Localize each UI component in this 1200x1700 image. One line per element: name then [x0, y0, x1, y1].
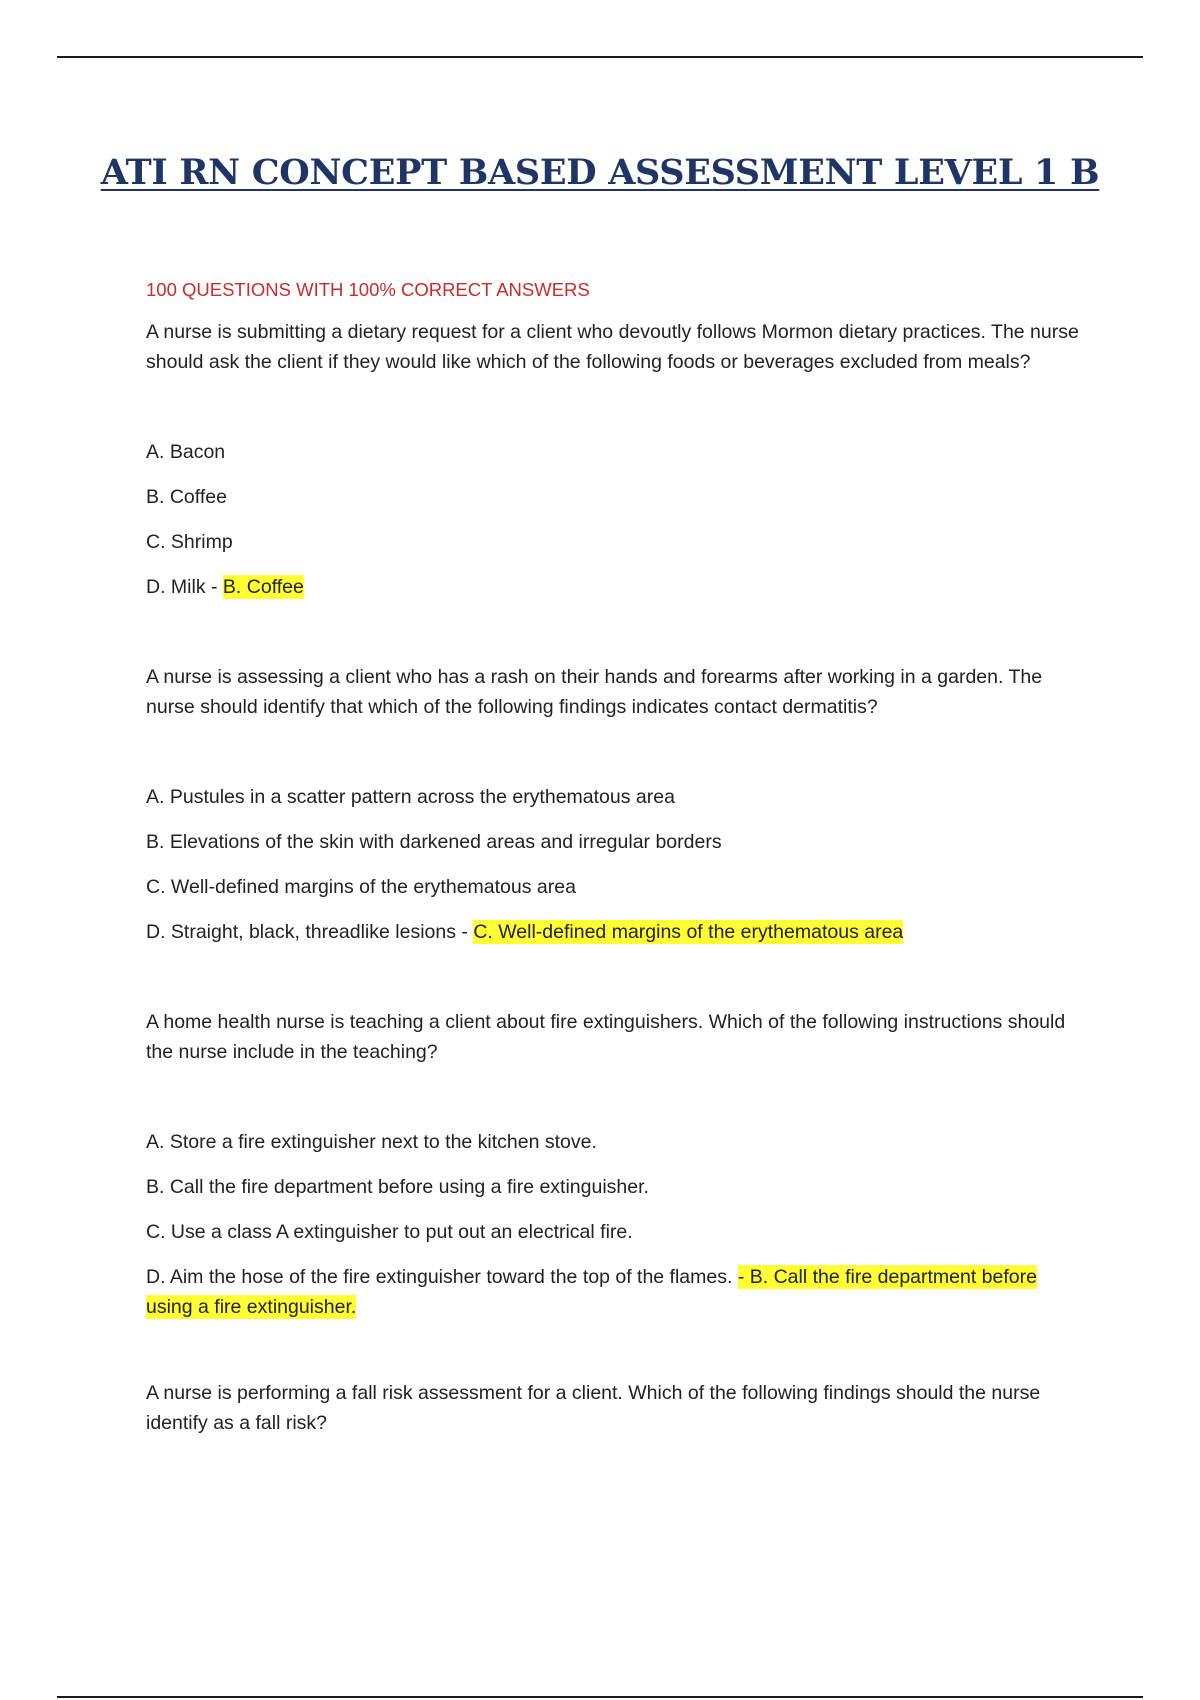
option-1d: D. Milk — [146, 576, 206, 598]
document-body — [146, 276, 1086, 1498]
option-2a: A. Pustules in a scatter pattern across the erythematous area — [146, 786, 675, 808]
options-list-1 — [146, 437, 1086, 602]
question-text-1: A nurse is submitting a dietary request for a client who devoutly follows Mormon dietary practices. The nurse should ask the client if they would like which of the following foods or beverages excluded from meals? — [146, 321, 1079, 373]
question-text-4: A nurse is performing a fall risk assessment for a client. Which of the following findings should the nurse identify as a fall risk? — [146, 1382, 1041, 1434]
option-3c: C. Use a class A extinguisher to put out an electrical fire. — [146, 1221, 633, 1243]
options-list-2 — [146, 782, 1086, 947]
option-1a: A. Bacon — [146, 441, 226, 463]
correct-answer-1: B. Coffee — [222, 576, 304, 598]
option-2d-with-answer — [146, 917, 1086, 947]
options-list-3 — [146, 1127, 1086, 1322]
answer-separator-1: - — [205, 576, 223, 598]
option-2b: B. Elevations of the skin with darkened areas and irregular borders — [146, 831, 722, 853]
question-block-3 — [146, 1007, 1086, 1322]
option-1c: C. Shrimp — [146, 531, 233, 553]
option-3d: D. Aim the hose of the fire extinguisher toward the top of the flames. — [146, 1266, 733, 1288]
document-title: ATI RN CONCEPT BASED ASSESSMENT LEVEL 1 B — [100, 152, 1100, 193]
option-3b: B. Call the fire department before using a fire extinguisher. — [146, 1176, 649, 1198]
correct-answer-2: C. Well-defined margins of the erythematous area — [473, 921, 904, 943]
option-1b: B. Coffee — [146, 486, 227, 508]
question-text-3: A home health nurse is teaching a client about fire extinguishers. Which of the following instructions should the nurse include in the teaching? — [146, 1011, 1066, 1063]
option-1d-with-answer — [146, 572, 1086, 602]
answer-separator-2: - — [455, 921, 474, 943]
question-text-2: A nurse is assessing a client who has a rash on their hands and forearms after working in a garden. The nurse should identify that which of the following findings indicates contact dermatitis? — [146, 666, 1043, 718]
option-3d-with-answer — [146, 1262, 1086, 1322]
question-block-1 — [146, 317, 1086, 602]
question-block-4 — [146, 1378, 1086, 1438]
option-3a: A. Store a fire extinguisher next to the kitchen stove. — [146, 1131, 597, 1153]
correct-answer-3: - B. Call the fire department before using a fire extinguisher. — [146, 1266, 1037, 1318]
bottom-rule — [57, 1696, 1143, 1698]
option-2d: D. Straight, black, threadlike lesions — [146, 921, 456, 943]
document-subtitle: 100 QUESTIONS WITH 100% CORRECT ANSWERS — [146, 279, 590, 300]
top-rule — [57, 56, 1143, 58]
option-2c: C. Well-defined margins of the erythematous area — [146, 876, 576, 898]
question-block-2 — [146, 662, 1086, 947]
